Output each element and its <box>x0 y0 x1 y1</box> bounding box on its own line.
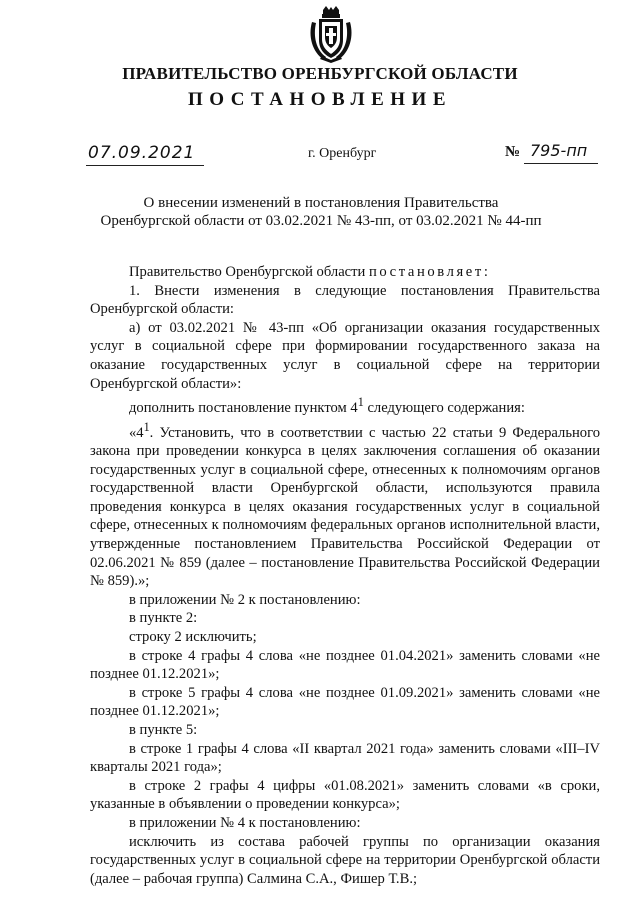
intro-decree-word: постановляет <box>368 264 484 280</box>
number-underline <box>524 163 598 164</box>
paragraph: 1. Внести изменения в следующие постановления Правительства Оренбургской области: <box>90 282 600 318</box>
paragraph: в строке 2 графы 4 цифры «01.08.2021» заменить словами «в сроки, указанные в объявлении о проведении конкурса»; <box>90 777 600 813</box>
paragraph: в приложении № 4 к постановлению: <box>129 814 361 831</box>
intro-paragraph <box>90 263 600 282</box>
document-number: 795-пп <box>530 141 588 160</box>
document-date: 07.09.2021 <box>88 143 196 163</box>
paragraph: а) от 03.02.2021 № 43-пп «Об организации оказания государственных услуг в социальной сфере при формировании государственного заказа на оказание государственных услуг в социальной сфере на территории Оренбургской области»: <box>90 319 600 392</box>
paragraph <box>90 418 600 591</box>
document-city: г. Оренбург <box>308 146 377 161</box>
paragraph: в пункте 2: <box>129 610 198 627</box>
paragraph: в пункте 5: <box>129 721 198 738</box>
document-title <box>90 194 552 230</box>
paragraph: исключить из состава рабочей группы по организации оказания государственных услуг в социальной сфере на территории Оренбургской области (далее – рабочая группа) Салмина С.А., Фишер Т.В.; <box>90 833 600 887</box>
text-span: . Установить, что в соответствии с частью 22 статьи 9 Федерального закона при проведении конкурса в целях заключения соглашения об оказании государственных услуг в социальной сфере, отнесенных к полномочиям органов государственной власти Оренбургской области, используются правила проведения конкурса в целях оказания государственных услуг в социальной сфере, отнесенных к полномочиям федеральных органов исполнительной власти, утвержденные постановлением Правительства Российской Федерации от 02.06.2021 № 859 (далее – постановление Правительства Российской Федерации № 859).»; <box>90 424 600 590</box>
paragraph <box>90 393 600 417</box>
paragraph: в строке 4 графы 4 слова «не позднее 01.04.2021» заменить словами «не позднее 01.12.2021»; <box>90 647 600 683</box>
coat-of-arms-icon <box>306 6 356 64</box>
text-span: дополнить постановление пунктом 4 <box>129 400 358 417</box>
paragraph: в строке 1 графы 4 слова «II квартал 2021 года» заменить словами «III–IV кварталы 2021 года»; <box>90 740 600 776</box>
superscript: 1 <box>143 419 150 434</box>
paragraph: в приложении № 2 к постановлению: <box>129 591 361 608</box>
document-type: ПОСТАНОВЛЕНИЕ <box>187 89 453 110</box>
text-span: «4 <box>129 424 144 441</box>
date-underline <box>86 165 204 166</box>
text-span: следующего содержания: <box>363 400 525 417</box>
paragraph: в строке 5 графы 4 слова «не позднее 01.09.2021» заменить словами «не позднее 01.12.2021»; <box>90 684 600 720</box>
organization-name: ПРАВИТЕЛЬСТВО ОРЕНБУРГСКОЙ ОБЛАСТИ <box>122 64 518 83</box>
paragraph: строку 2 исключить; <box>129 629 257 645</box>
title-line-1: О внесении изменений в постановления Правительства <box>143 195 499 211</box>
intro-suffix: : <box>483 264 488 280</box>
document-body <box>90 263 600 888</box>
intro-prefix: Правительство Оренбургской области <box>129 264 369 280</box>
superscript: 1 <box>357 395 364 410</box>
title-line-2: Оренбургской области от 03.02.2021 № 43-пп, от 03.02.2021 № 44-пп <box>100 213 542 229</box>
number-label: № <box>505 144 521 160</box>
